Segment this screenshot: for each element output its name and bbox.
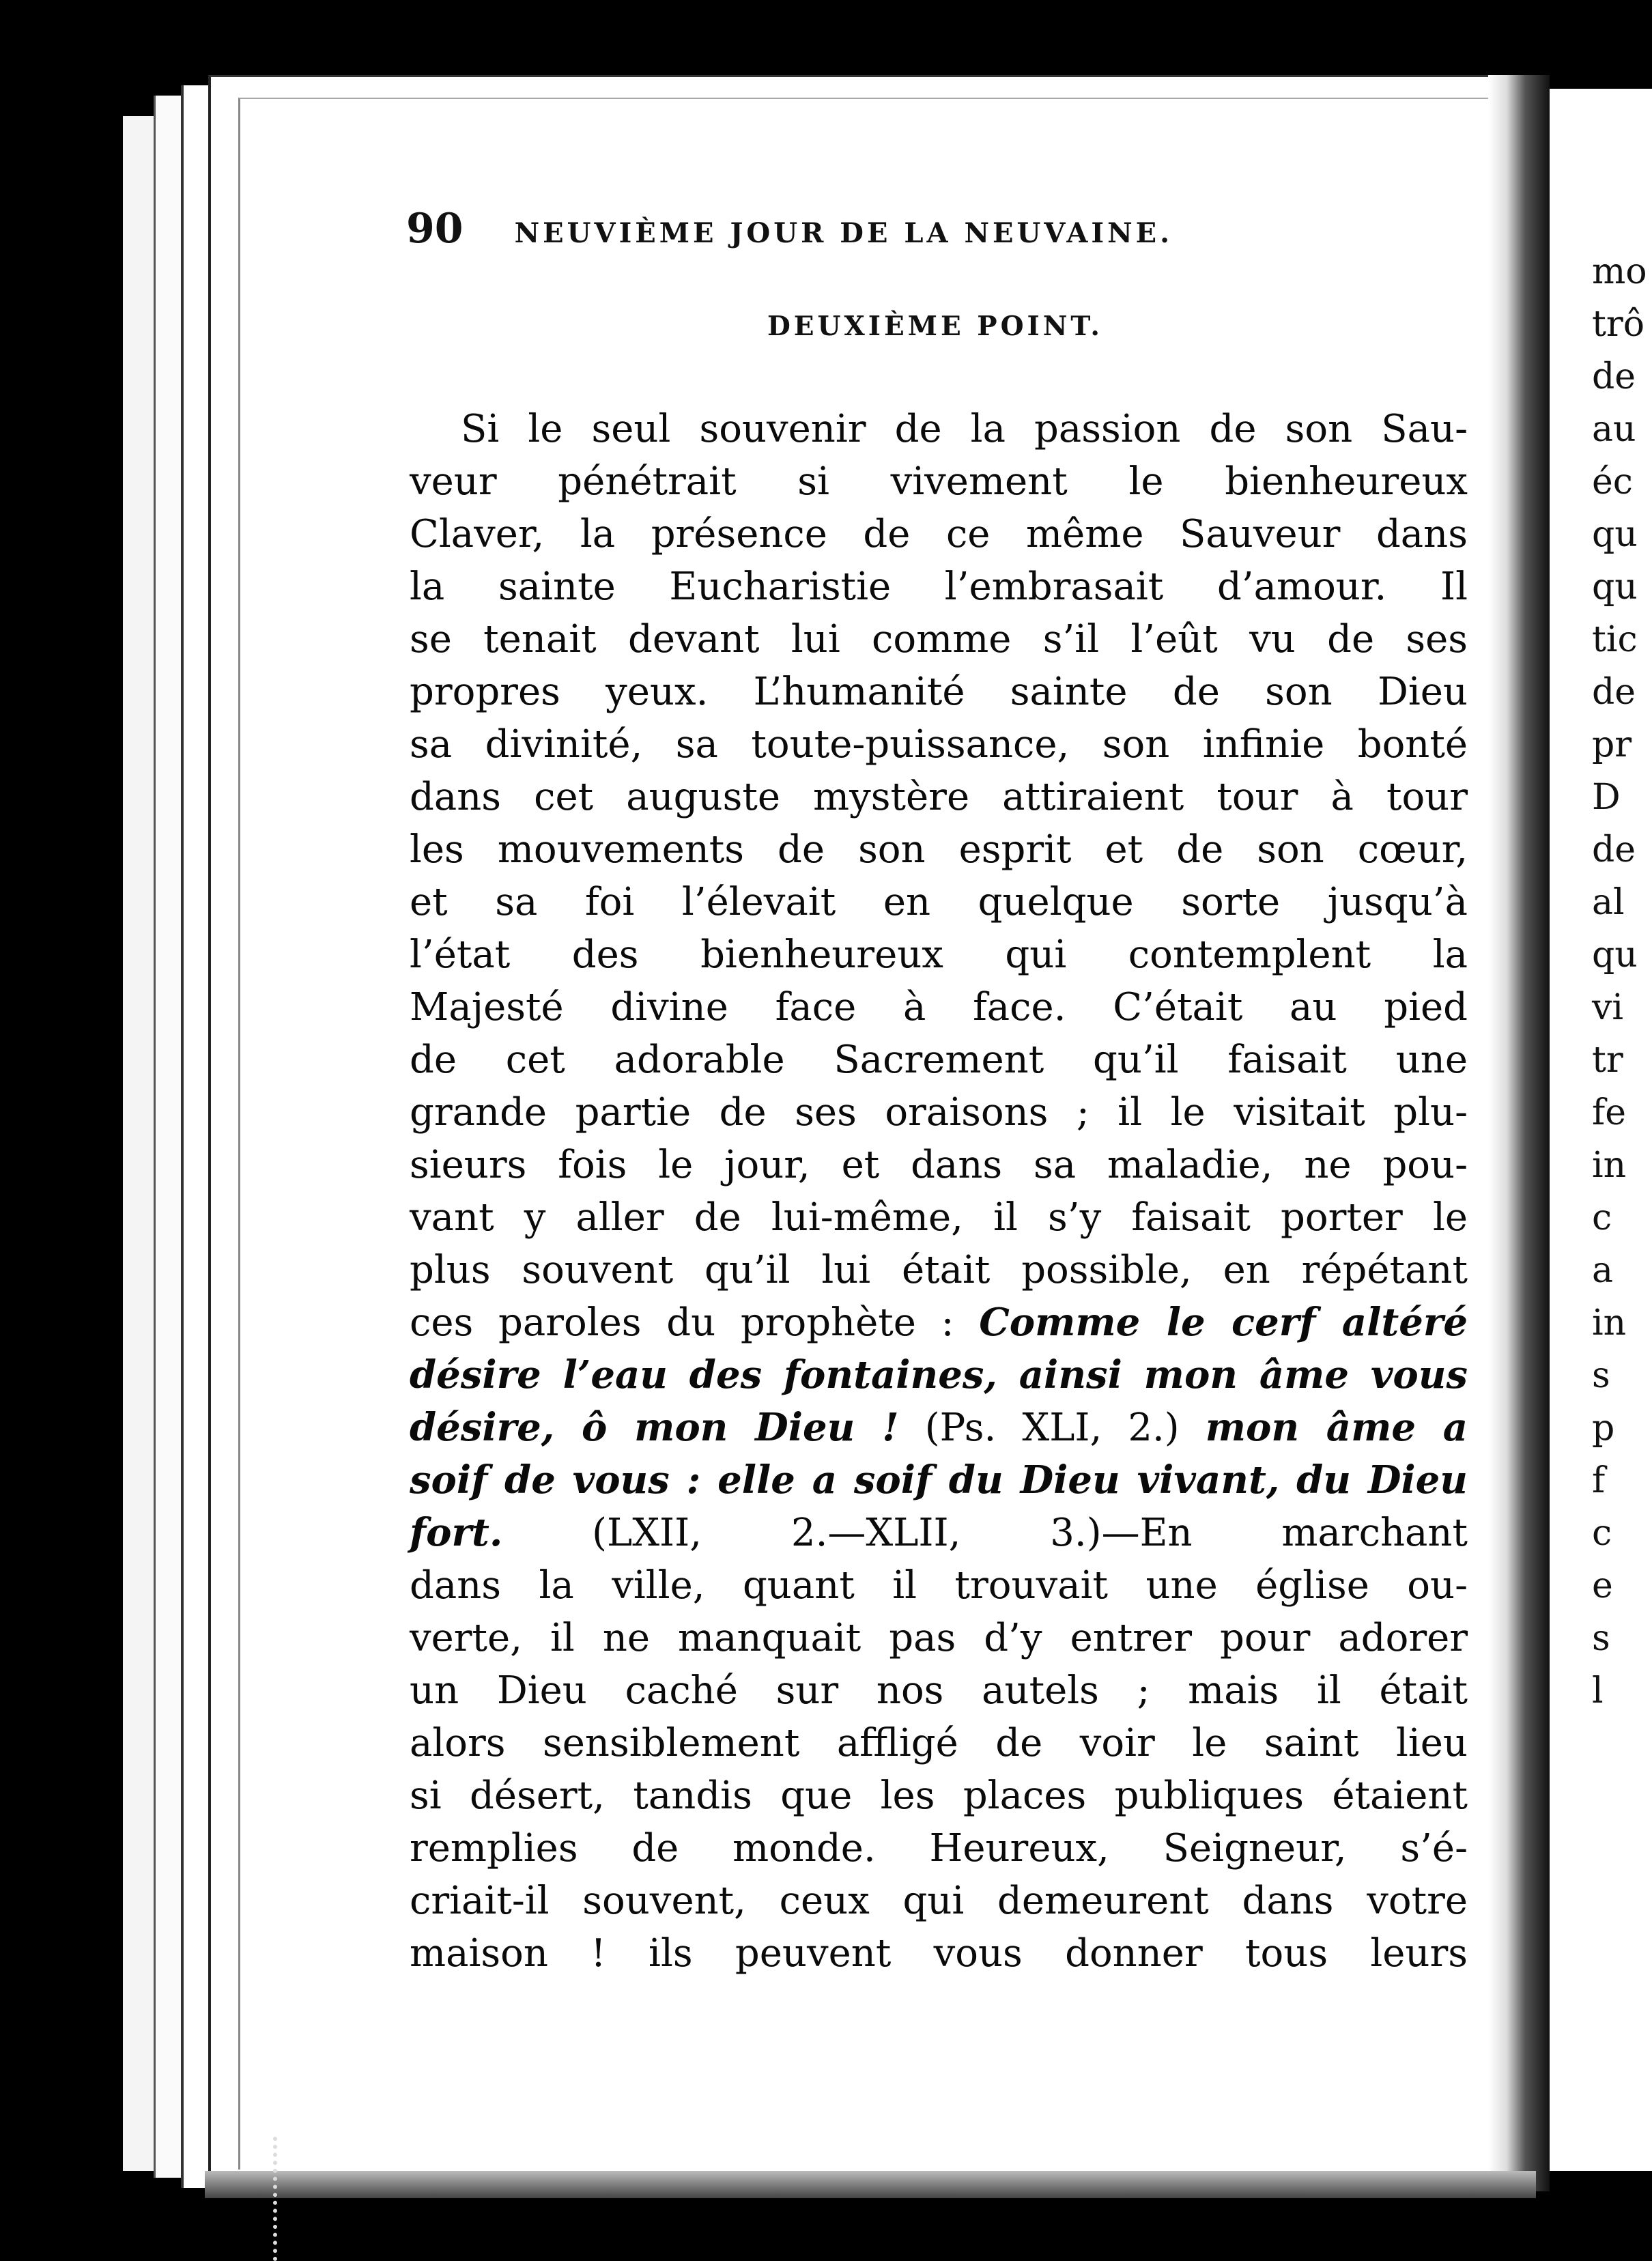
fragment: c <box>1592 1513 1612 1554</box>
quotation-italic: fort. <box>410 1510 503 1555</box>
text-line: alors sensiblement affligé de voir le saint lieu <box>410 1721 1468 1765</box>
text-line: dans cet auguste mystère attiraient tour à tour <box>410 775 1468 819</box>
fragment: qu <box>1592 567 1638 608</box>
text-line: sieurs fois le jour, et dans sa maladie, ne pou- <box>410 1143 1468 1187</box>
text-line: et sa foi l’élevait en quelque sorte jusqu’à <box>410 880 1468 924</box>
fragment: vi <box>1592 987 1624 1028</box>
fragment: f <box>1592 1460 1606 1501</box>
text-line <box>410 1507 1468 1559</box>
text-line: se tenait devant lui comme s’il l’eût vu de ses <box>410 617 1468 662</box>
text-run: ces paroles du prophète : <box>410 1300 954 1345</box>
text-line <box>410 1402 1468 1454</box>
quotation-italic: Comme le cerf altéré <box>979 1300 1468 1345</box>
fragment: éc <box>1592 461 1633 502</box>
text-line: propres yeux. L’humanité sainte de son Dieu <box>410 670 1468 714</box>
scripture-reference: (LXII, 2.—XLII, 3.)—En marchant <box>592 1511 1468 1555</box>
fragment: e <box>1592 1565 1613 1606</box>
text-line <box>410 1296 1468 1349</box>
fragment: qu <box>1592 514 1638 555</box>
text-line: les mouvements de son esprit et de son cœur, <box>410 827 1468 872</box>
text-line: la sainte Eucharistie l’embrasait d’amour. Il <box>410 565 1468 609</box>
text-line: maison ! ils peuvent vous donner tous leurs <box>410 1931 1468 1976</box>
text-line: Si le seul souvenir de la passion de son Sau- <box>461 407 1468 451</box>
fragment: in <box>1592 1145 1627 1186</box>
facing-page-edge <box>1550 89 1652 2171</box>
quotation-italic-line: désire l’eau des fontaines, ainsi mon âme vous <box>410 1352 1468 1397</box>
page-number: 90 <box>406 205 464 253</box>
text-line: dans la ville, quant il trouvait une église ou- <box>410 1563 1468 1608</box>
fragment: p <box>1592 1408 1615 1449</box>
body-text <box>410 403 1468 1980</box>
text-line: Majesté divine face à face. C’était au pied <box>410 985 1468 1029</box>
fragment: al <box>1592 882 1625 923</box>
fragment: a <box>1592 1250 1614 1291</box>
facing-page-fragments <box>1550 89 1652 1718</box>
scripture-reference: (Ps. XLI, 2.) <box>924 1406 1180 1450</box>
fragment: pr <box>1592 724 1632 765</box>
fragment: l <box>1592 1670 1604 1711</box>
fragment: au <box>1592 409 1636 450</box>
fragment: s <box>1592 1618 1610 1659</box>
bookmark-ribbon <box>273 2137 318 2261</box>
quotation-italic-line: soif de vous : elle a soif du Dieu vivant, du Dieu <box>410 1457 1468 1503</box>
fragment: D <box>1592 777 1621 818</box>
fragment: de <box>1592 672 1636 713</box>
quotation-italic: mon âme a <box>1205 1405 1468 1450</box>
quotation-italic: désire, ô mon Dieu ! <box>410 1405 899 1450</box>
text-line: de cet adorable Sacrement qu’il faisait une <box>410 1038 1468 1082</box>
page-bottom-edge <box>205 2171 1536 2198</box>
text-line: plus souvent qu’il lui était possible, en répétant <box>410 1248 1468 1292</box>
fragment: tic <box>1592 619 1638 660</box>
text-line: l’état des bienheureux qui contemplent la <box>410 933 1468 977</box>
running-head <box>406 205 1362 253</box>
book-gutter-shadow <box>1488 75 1550 2191</box>
text-line: Claver, la présence de ce même Sauveur dans <box>410 512 1468 556</box>
text-line: un Dieu caché sur nos autels ; mais il était <box>410 1668 1468 1713</box>
fragment: de <box>1592 356 1636 397</box>
fragment: mo <box>1592 251 1647 292</box>
text-line: verte, il ne manquait pas d’y entrer pour adorer <box>410 1616 1468 1660</box>
fragment: de <box>1592 829 1636 870</box>
fragment: fe <box>1592 1092 1627 1133</box>
text-line: remplies de monde. Heureux, Seigneur, s’é- <box>410 1826 1468 1871</box>
fragment: c <box>1592 1197 1612 1238</box>
text-line: veur pénétrait si vivement le bienheureux <box>410 459 1468 504</box>
text-line: criait-il souvent, ceux qui demeurent dans votre <box>410 1879 1468 1923</box>
fragment: tr <box>1592 1040 1623 1081</box>
fragment: in <box>1592 1303 1627 1343</box>
section-title: DEUXIÈME POINT. <box>767 311 1104 342</box>
text-line: si désert, tandis que les places publiques étaient <box>410 1774 1468 1818</box>
fragment: trô <box>1592 304 1645 345</box>
running-head-title: NEUVIÈME JOUR DE LA NEUVAINE. <box>514 217 1173 249</box>
fragment: qu <box>1592 935 1638 976</box>
text-line: grande partie de ses oraisons ; il le visitait plu- <box>410 1090 1468 1135</box>
fragment: s <box>1592 1355 1610 1396</box>
text-line: vant y aller de lui-même, il s’y faisait porter le <box>410 1195 1468 1240</box>
text-line: sa divinité, sa toute-puissance, son infinie bonté <box>410 722 1468 767</box>
